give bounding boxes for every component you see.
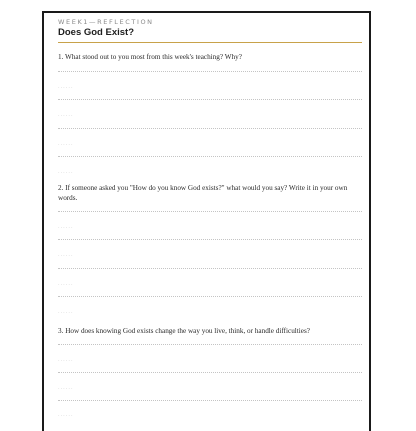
worksheet-header bbox=[58, 18, 362, 38]
line-marker: ...... bbox=[58, 169, 74, 175]
page-title: Does God Exist? bbox=[58, 27, 135, 38]
question-2: 2. If someone asked you "How do you know God exists?" what would you say? Write it in your own words. bbox=[58, 184, 348, 202]
writing-line[interactable] bbox=[58, 156, 362, 157]
line-marker: ...... bbox=[58, 84, 74, 90]
line-marker: ...... bbox=[58, 309, 74, 315]
title-divider bbox=[58, 42, 362, 43]
writing-line[interactable] bbox=[58, 268, 362, 269]
writing-line[interactable] bbox=[58, 239, 362, 240]
question-1: 1. What stood out to you most from this week's teaching? Why? bbox=[58, 53, 242, 61]
line-marker: ...... bbox=[58, 357, 74, 363]
line-marker: ...... bbox=[58, 281, 74, 287]
writing-line[interactable] bbox=[58, 372, 362, 373]
worksheet-page bbox=[42, 11, 371, 431]
writing-line[interactable] bbox=[58, 211, 362, 212]
writing-line[interactable] bbox=[58, 296, 362, 297]
line-marker: ...... bbox=[58, 141, 74, 147]
line-marker: ...... bbox=[58, 412, 74, 418]
line-marker: ...... bbox=[58, 224, 74, 230]
week-label: WEEK1—REFLECTION bbox=[58, 18, 154, 26]
line-marker: ...... bbox=[58, 112, 74, 118]
writing-line[interactable] bbox=[58, 344, 362, 345]
writing-line[interactable] bbox=[58, 99, 362, 100]
line-marker: ...... bbox=[58, 385, 74, 391]
writing-line[interactable] bbox=[58, 400, 362, 401]
question-3: 3. How does knowing God exists change the way you live, think, or handle difficulties? bbox=[58, 327, 310, 335]
line-marker: ...... bbox=[58, 252, 74, 258]
writing-line[interactable] bbox=[58, 71, 362, 72]
writing-line[interactable] bbox=[58, 128, 362, 129]
